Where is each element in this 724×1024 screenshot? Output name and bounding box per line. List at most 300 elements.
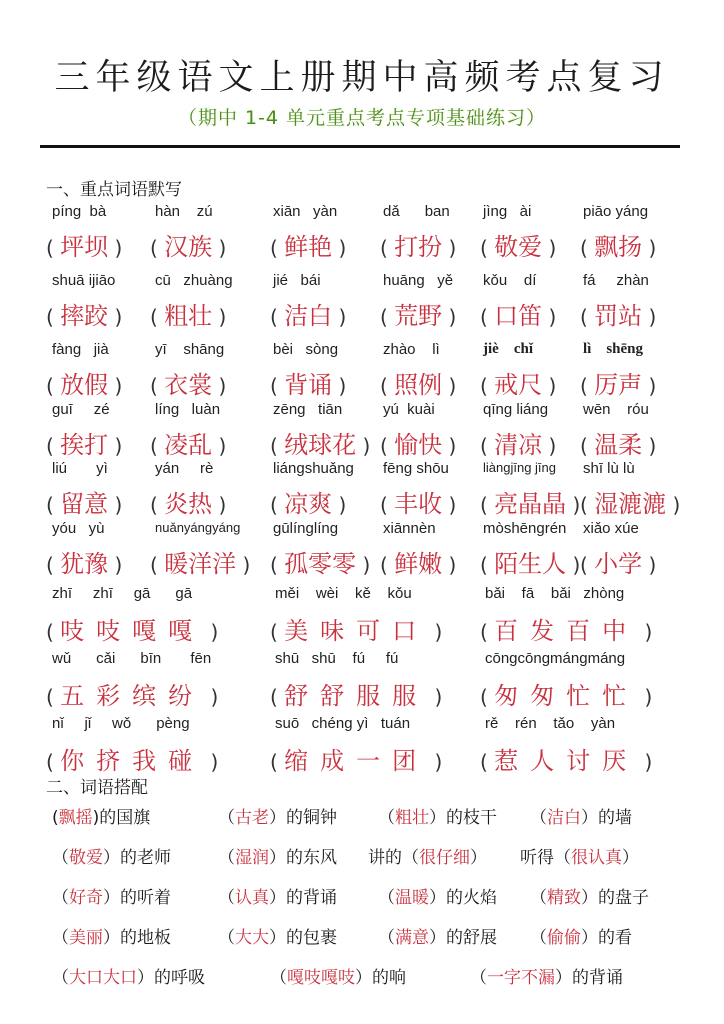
match-suffix: 的地板 [120, 928, 171, 948]
close-paren: ） [581, 928, 598, 948]
match-answer: 满意 [395, 928, 429, 948]
match-suffix: 的东风 [286, 848, 337, 868]
open-paren: （ [402, 848, 419, 868]
match-answer: 湿润 [235, 848, 269, 868]
section-2-title: 二、词语搭配 [46, 778, 148, 798]
close-paren: ) [642, 236, 657, 260]
open-paren: ( [46, 236, 61, 260]
answer-blank [480, 296, 556, 331]
open-paren: ( [480, 305, 495, 329]
pinyin-label: xiǎo xúe [583, 520, 639, 537]
open-paren: ( [150, 553, 165, 577]
answer-word: 清凉 [494, 431, 543, 459]
close-paren: ） [103, 888, 120, 908]
answer-blank [46, 365, 122, 400]
open-paren: ( [270, 620, 285, 644]
open-paren: ( [270, 305, 285, 329]
idiom-answer-blank [46, 741, 218, 776]
open-paren: （ [378, 808, 395, 828]
answer-word: 留意 [60, 490, 109, 518]
open-paren: ( [380, 434, 395, 458]
open-paren: ( [46, 685, 61, 709]
open-paren: （ [378, 888, 395, 908]
open-paren: ( [150, 305, 165, 329]
close-paren: ) [542, 434, 557, 458]
close-paren: ） [581, 808, 598, 828]
pinyin-label: jiè chǐ [483, 341, 533, 357]
answer-blank [480, 544, 580, 579]
close-paren: ) [542, 236, 557, 260]
match-item [52, 883, 171, 908]
pinyin-label: kǒu dí [483, 272, 537, 289]
idiom-answer-blank [270, 676, 442, 711]
match-item [378, 803, 497, 828]
open-paren: （ [52, 968, 69, 988]
match-answer: 洁白 [547, 808, 581, 828]
open-paren: ( [480, 434, 495, 458]
match-answer: 温暖 [395, 888, 429, 908]
pinyin-label: mòshēngrén [483, 520, 567, 537]
close-paren: ) [212, 305, 227, 329]
answer-word: 亮晶晶 [494, 490, 567, 518]
answer-blank [270, 544, 370, 579]
pinyin-label: zhào lì [383, 341, 440, 358]
open-paren: ( [150, 236, 165, 260]
close-paren: ) [638, 685, 653, 709]
close-paren: ) [332, 374, 347, 398]
match-answer: 一字不漏 [487, 968, 555, 988]
answer-blank [46, 425, 122, 460]
match-answer: 很仔细 [419, 848, 470, 868]
match-prefix: 听得 [520, 848, 554, 868]
answer-blank [380, 365, 456, 400]
open-paren: （ [52, 888, 69, 908]
open-paren: ( [380, 553, 395, 577]
close-paren: ) [204, 750, 219, 774]
match-answer: 好奇 [69, 888, 103, 908]
answer-word: 汉族 [164, 233, 213, 261]
pinyin-label: bǎi fā bǎi zhòng [485, 585, 625, 602]
pinyin-label: shī lù lù [583, 460, 635, 477]
close-paren: ） [269, 928, 286, 948]
close-paren: ） [555, 968, 572, 988]
open-paren: ( [46, 620, 61, 644]
answer-word: 凉爽 [284, 490, 333, 518]
answer-blank [150, 544, 250, 579]
open-paren: ( [270, 750, 285, 774]
open-paren: ( [580, 553, 595, 577]
answer-word: 美味可口 [284, 617, 429, 645]
answer-blank [380, 296, 456, 331]
answer-blank [580, 425, 656, 460]
close-paren: ) [638, 750, 653, 774]
match-answer: 大口大口 [69, 968, 137, 988]
open-paren: （ [530, 928, 547, 948]
close-paren: ) [542, 374, 557, 398]
answer-word: 湿漉漉 [594, 490, 667, 518]
close-paren: ) [108, 493, 123, 517]
open-paren: ( [46, 750, 61, 774]
close-paren: ） [429, 928, 446, 948]
pinyin-label: jìng ài [483, 203, 532, 220]
close-paren: ) [236, 553, 251, 577]
match-suffix: 的响 [372, 968, 406, 988]
pinyin-label: qīng liáng [483, 401, 549, 418]
close-paren: ） [429, 808, 446, 828]
match-answer: 嘎吱嘎吱 [287, 968, 355, 988]
match-suffix: 的呼吸 [154, 968, 205, 988]
answer-word: 你挤我碰 [60, 747, 205, 775]
match-item [530, 883, 649, 908]
pinyin-label: zhī zhī gā gā [52, 585, 193, 602]
answer-blank [580, 544, 656, 579]
close-paren: ) [108, 553, 123, 577]
open-paren: （ [470, 968, 487, 988]
answer-word: 照例 [394, 371, 443, 399]
close-paren: ） [581, 888, 598, 908]
answer-word: 粗壮 [164, 302, 213, 330]
open-paren: （ [52, 928, 69, 948]
match-item [530, 923, 632, 948]
open-paren: ( [270, 434, 285, 458]
close-paren: ) [356, 553, 371, 577]
open-paren: ( [46, 434, 61, 458]
close-paren: ) [212, 374, 227, 398]
close-paren: ) [212, 493, 227, 517]
close-paren: ) [642, 374, 657, 398]
close-paren: ) [442, 493, 457, 517]
match-suffix: 的背诵 [286, 888, 337, 908]
answer-word: 敬爱 [494, 233, 543, 261]
open-paren: ( [380, 236, 395, 260]
close-paren: ) [356, 434, 371, 458]
pinyin-label: hàn zú [155, 203, 213, 220]
answer-blank [150, 425, 226, 460]
close-paren: ) [442, 553, 457, 577]
open-paren: （ [52, 848, 69, 868]
close-paren: ) [428, 750, 443, 774]
idiom-answer-blank [480, 741, 652, 776]
answer-word: 缩成一团 [284, 747, 429, 775]
match-item [520, 843, 639, 868]
section-1-title: 一、重点词语默写 [46, 180, 182, 200]
pinyin-label: yī shāng [155, 341, 225, 358]
open-paren: （ [530, 808, 547, 828]
close-paren: ) [442, 305, 457, 329]
pinyin-label: rě rén tǎo yàn [485, 715, 616, 732]
answer-word: 背诵 [284, 371, 333, 399]
answer-word: 挨打 [60, 431, 109, 459]
close-paren: ) [566, 493, 581, 517]
answer-word: 飘扬 [594, 233, 643, 261]
match-suffix: 的背诵 [572, 968, 623, 988]
close-paren: ) [204, 685, 219, 709]
close-paren: ) [442, 374, 457, 398]
open-paren: ( [270, 685, 285, 709]
open-paren: ( [380, 374, 395, 398]
close-paren: ） [269, 848, 286, 868]
open-paren: ( [270, 493, 285, 517]
answer-word: 放假 [60, 371, 109, 399]
pinyin-label: yóu yù [52, 520, 105, 537]
match-suffix: 的铜钟 [286, 808, 337, 828]
pinyin-label: bèi sòng [273, 341, 339, 358]
open-paren: ( [46, 305, 61, 329]
match-suffix: 的火焰 [446, 888, 497, 908]
match-item [368, 843, 487, 868]
answer-word: 打扮 [394, 233, 443, 261]
match-item [530, 803, 632, 828]
open-paren: ( [480, 236, 495, 260]
answer-word: 衣裳 [164, 371, 213, 399]
pinyin-label: zēng tiān [273, 401, 343, 418]
close-paren: ） [429, 888, 446, 908]
match-answer: 美丽 [69, 928, 103, 948]
pinyin-label: nuǎnyángyáng [155, 520, 241, 535]
answer-word: 陌生人 [494, 550, 567, 578]
open-paren: （ [270, 968, 287, 988]
answer-word: 吱吱嘎嘎 [60, 617, 205, 645]
answer-blank [380, 425, 456, 460]
answer-word: 丰收 [394, 490, 443, 518]
close-paren: ) [108, 374, 123, 398]
match-item [378, 883, 497, 908]
open-paren: ( [270, 374, 285, 398]
idiom-answer-blank [480, 676, 652, 711]
answer-word: 百发百中 [494, 617, 639, 645]
pinyin-label: fá zhàn [583, 272, 649, 289]
idiom-answer-blank [46, 611, 218, 646]
pinyin-label: wēn róu [583, 401, 649, 418]
match-answer: 偷偷 [547, 928, 581, 948]
answer-word: 暖洋洋 [164, 550, 237, 578]
match-answer: 粗壮 [395, 808, 429, 828]
close-paren: ） [355, 968, 372, 988]
answer-blank [380, 484, 456, 519]
idiom-answer-blank [46, 676, 218, 711]
open-paren: （ [218, 888, 235, 908]
close-paren: ) [108, 236, 123, 260]
close-paren: ） [269, 808, 286, 828]
answer-word: 炎热 [164, 490, 213, 518]
answer-blank [580, 484, 680, 519]
match-item [52, 803, 150, 828]
answer-blank [46, 296, 122, 331]
close-paren: ) [332, 305, 347, 329]
answer-blank [480, 365, 556, 400]
match-item [218, 923, 337, 948]
open-paren: （ [218, 808, 235, 828]
pinyin-label: huāng yě [383, 272, 454, 289]
pinyin-label: xiānnèn [383, 520, 436, 537]
answer-blank [270, 484, 346, 519]
close-paren: ) [212, 236, 227, 260]
open-paren: ( [480, 750, 495, 774]
open-paren: ( [580, 305, 595, 329]
close-paren: ) [92, 808, 100, 828]
answer-word: 孤零零 [284, 550, 357, 578]
close-paren: ) [212, 434, 227, 458]
pinyin-label: liú yì [52, 460, 108, 477]
open-paren: ( [270, 553, 285, 577]
match-item [218, 843, 337, 868]
match-answer: 飘摇 [58, 808, 93, 828]
match-suffix: 的看 [598, 928, 632, 948]
pinyin-label: lì shēng [583, 341, 644, 357]
answer-word: 绒球花 [284, 431, 357, 459]
pinyin-label: cū zhuàng [155, 272, 233, 289]
pinyin-label: gūlínglíng [273, 520, 339, 537]
close-paren: ) [108, 434, 123, 458]
match-suffix: 的舒展 [446, 928, 497, 948]
answer-word: 坪坝 [60, 233, 109, 261]
open-paren: ( [46, 493, 61, 517]
close-paren: ) [642, 553, 657, 577]
close-paren: ） [137, 968, 154, 988]
answer-blank [150, 365, 226, 400]
answer-word: 戒尺 [494, 371, 543, 399]
answer-blank [270, 365, 346, 400]
match-answer: 大大 [235, 928, 269, 948]
open-paren: ( [46, 553, 61, 577]
match-answer: 很认真 [571, 848, 622, 868]
open-paren: ( [480, 620, 495, 644]
pinyin-label: cōngcōngmángmáng [485, 650, 626, 667]
close-paren: ) [428, 620, 443, 644]
open-paren: ( [270, 236, 285, 260]
close-paren: ) [642, 305, 657, 329]
pinyin-label: liàngjīng jīng [483, 460, 556, 475]
match-answer: 敬爱 [69, 848, 103, 868]
open-paren: ( [480, 553, 495, 577]
match-suffix: 的老师 [120, 848, 171, 868]
close-paren: ） [470, 848, 487, 868]
open-paren: （ [530, 888, 547, 908]
match-answer: 古老 [235, 808, 269, 828]
open-paren: ( [150, 374, 165, 398]
answer-blank [46, 544, 122, 579]
answer-blank [580, 365, 656, 400]
idiom-answer-blank [270, 611, 442, 646]
close-paren: ) [204, 620, 219, 644]
match-suffix: 的墙 [598, 808, 632, 828]
answer-blank [270, 296, 346, 331]
match-suffix: 的枝干 [446, 808, 497, 828]
close-paren: ） [103, 928, 120, 948]
answer-blank [150, 227, 226, 262]
answer-word: 惹人讨厌 [494, 747, 639, 775]
match-suffix: 的包裹 [286, 928, 337, 948]
open-paren: ( [480, 374, 495, 398]
open-paren: ( [380, 493, 395, 517]
pinyin-label: píng bà [52, 203, 107, 220]
answer-blank [580, 296, 656, 331]
pinyin-label: měi wèi kě kǒu [275, 585, 412, 602]
pinyin-label: fàng jià [52, 341, 109, 358]
close-paren: ) [542, 305, 557, 329]
match-answer: 认真 [235, 888, 269, 908]
match-item [378, 923, 497, 948]
pinyin-label: nǐ jǐ wǒ pèng [52, 715, 190, 732]
open-paren: ( [150, 493, 165, 517]
open-paren: （ [218, 928, 235, 948]
answer-word: 匆匆忙忙 [494, 682, 639, 710]
answer-word: 愉快 [394, 431, 443, 459]
close-paren: ) [566, 553, 581, 577]
pinyin-label: suō chéng yì tuán [275, 715, 411, 732]
open-paren: ( [580, 374, 595, 398]
answer-blank [480, 484, 580, 519]
pinyin-label: jié bái [273, 272, 321, 289]
answer-blank [46, 484, 122, 519]
answer-word: 温柔 [594, 431, 643, 459]
answer-blank [270, 227, 346, 262]
match-item [52, 843, 171, 868]
close-paren: ) [638, 620, 653, 644]
open-paren: ( [580, 493, 595, 517]
answer-blank [480, 425, 556, 460]
close-paren: ) [642, 434, 657, 458]
pinyin-label: dǎ ban [383, 203, 450, 220]
answer-word: 鲜艳 [284, 233, 333, 261]
close-paren: ) [108, 305, 123, 329]
close-paren: ) [428, 685, 443, 709]
match-suffix: 的国旗 [99, 808, 151, 828]
answer-word: 犹豫 [60, 550, 109, 578]
answer-word: 小学 [594, 550, 643, 578]
open-paren: ( [580, 434, 595, 458]
answer-word: 口笛 [494, 302, 543, 330]
answer-blank [380, 544, 456, 579]
answer-word: 洁白 [284, 302, 333, 330]
pinyin-label: líng luàn [155, 401, 221, 418]
answer-blank [270, 425, 370, 460]
open-paren: （ [554, 848, 571, 868]
close-paren: ） [269, 888, 286, 908]
match-item [52, 923, 171, 948]
answer-word: 罚站 [594, 302, 643, 330]
page-title: 三年级语文上册期中高频考点复习 [54, 58, 670, 98]
answer-word: 凌乱 [164, 431, 213, 459]
close-paren: ） [103, 848, 120, 868]
pinyin-label: piāo yáng [583, 203, 649, 220]
answer-blank [46, 227, 122, 262]
match-item [270, 963, 406, 988]
open-paren: （ [378, 928, 395, 948]
open-paren: ( [52, 808, 59, 828]
open-paren: ( [46, 374, 61, 398]
match-item [218, 883, 337, 908]
title-divider [40, 145, 680, 148]
answer-word: 鲜嫩 [394, 550, 443, 578]
answer-blank [150, 484, 226, 519]
open-paren: ( [150, 434, 165, 458]
match-suffix: 的盘子 [598, 888, 649, 908]
pinyin-label: fēng shōu [383, 460, 449, 477]
match-item [470, 963, 623, 988]
answer-word: 荒野 [394, 302, 443, 330]
match-answer: 精致 [547, 888, 581, 908]
open-paren: ( [480, 685, 495, 709]
close-paren: ) [442, 434, 457, 458]
answer-blank [480, 227, 556, 262]
answer-word: 五彩缤纷 [60, 682, 205, 710]
close-paren: ) [442, 236, 457, 260]
open-paren: ( [480, 493, 495, 517]
match-item [52, 963, 205, 988]
pinyin-label: liángshuǎng [273, 460, 354, 477]
close-paren: ) [332, 493, 347, 517]
